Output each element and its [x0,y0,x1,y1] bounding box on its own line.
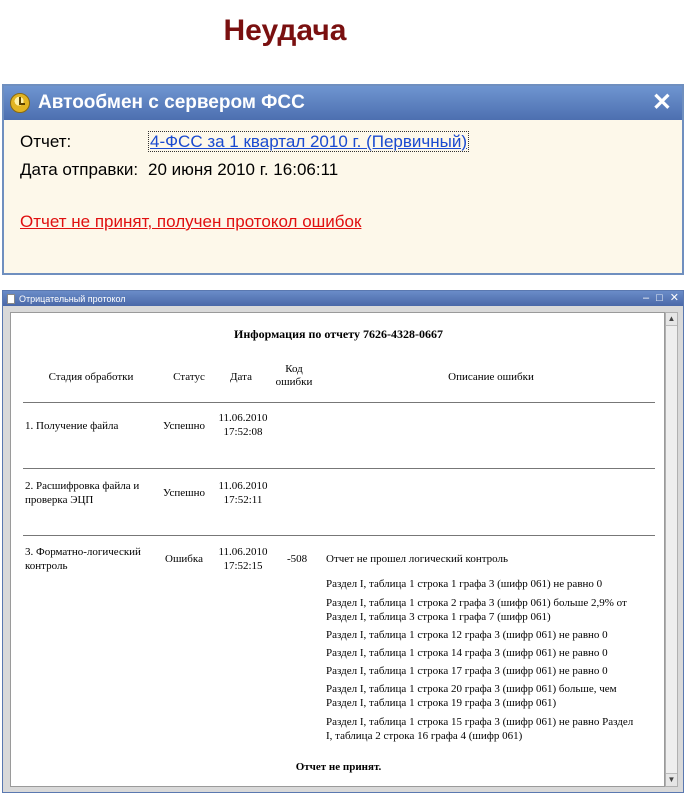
error-line1: Раздел I, таблица 1 строка 12 графа 3 (шифр 061) не равно 0 [326,629,608,641]
vertical-scrollbar[interactable] [665,312,678,787]
slide-title: Неудача [223,14,347,47]
col-header-code-line1: Код [285,363,303,375]
scroll-down-icon[interactable]: ▼ [667,775,676,784]
protocol-window-title: Отрицательный протокол [19,293,126,304]
error-line1: Раздел I, таблица 1 строка 15 графа 3 (шифр 061) не равно Раздел [326,716,634,728]
sent-date-value: 20 июня 2010 г. 16:06:11 [148,160,339,179]
row2-status: Успешно [163,487,205,499]
error-line1: Раздел I, таблица 1 строка 20 графа 3 (шифр 061) больше, чем [326,683,617,695]
row3-code: -508 [287,553,308,565]
sent-date-label: Дата отправки: [20,160,139,179]
row2-time: 17:52:11 [223,494,263,506]
row3-stage-line2: контроль [25,560,68,572]
clock-icon [10,93,30,113]
row1-datetime [214,411,272,439]
error-line1: Отчет не прошел логический контроль [326,553,509,565]
error-line1: Раздел I, таблица 1 строка 1 графа 3 (шифр 061) не равно 0 [326,578,603,590]
error-description [326,552,656,566]
minimize-icon[interactable]: ‒ [643,292,650,304]
scroll-up-icon[interactable]: ▲ [666,313,677,326]
row2-stage-line2: проверка ЭЦП [25,494,94,506]
row3-datetime [214,545,272,573]
row3-date: 11.06.2010 [218,546,268,558]
protocol-window [2,290,684,793]
row3-stage [25,545,141,573]
error-description [326,664,656,678]
error-line1: Раздел I, таблица 1 строка 2 графа 3 (шифр 061) больше 2,9% от [326,597,627,609]
report-link[interactable]: 4-ФСС за 1 квартал 2010 г. (Первичный) [150,132,468,151]
row1-date: 11.06.2010 [218,412,268,424]
error-description [326,715,656,743]
col-header-status: Статус [173,371,205,383]
row-divider [23,535,655,536]
error-description [326,577,656,591]
col-header-description: Описание ошибки [448,371,534,383]
error-description [326,628,656,642]
report-heading: Информация по отчету 7626-4328-0667 [234,327,443,341]
col-header-stage: Стадия обработки [48,371,134,383]
row1-time: 17:52:08 [223,426,263,438]
row-divider [23,468,655,469]
error-line2: Раздел I, таблица 1 строка 19 графа 3 (шифр 061) [326,697,557,709]
row3-status: Ошибка [165,553,203,565]
exchange-window-title: Автообмен с сервером ФСС [38,92,305,113]
row1-stage [25,419,118,433]
protocol-content [10,312,665,787]
row1-stage-line1: 1. Получение файла [25,420,119,432]
final-status: Отчет не принят. [295,761,382,773]
col-header-code [269,363,319,389]
maximize-icon[interactable]: □ [656,292,663,304]
report-row [20,132,469,152]
error-line1: Раздел I, таблица 1 строка 17 графа 3 (шифр 061) не равно 0 [326,665,608,677]
col-header-date: Дата [230,371,252,383]
error-description [326,682,656,710]
error-description [326,596,656,624]
exchange-window [2,84,684,275]
document-icon [7,294,15,304]
row2-datetime [214,479,272,507]
close-icon[interactable]: ✕ [651,89,672,116]
error-protocol-link[interactable]: Отчет не принят, получен протокол ошибок [20,212,362,231]
error-line2: Раздел I, таблица 3 строка 1 графа 7 (шифр 061) [326,611,551,623]
error-line1: Раздел I, таблица 1 строка 14 графа 3 (шифр 061) не равно 0 [326,647,608,659]
error-line2: I, таблица 2 строка 16 графа 4 (шифр 061) [326,730,523,742]
row1-status: Успешно [163,420,205,432]
row2-stage [25,479,139,507]
col-header-code-line2: ошибки [275,376,313,388]
header-divider [23,402,655,403]
row3-time: 17:52:15 [223,560,263,572]
error-description [326,646,656,660]
protocol-window-titlebar[interactable] [3,291,683,306]
row2-stage-line1: 2. Расшифровка файла и [25,480,140,492]
exchange-window-titlebar[interactable] [4,86,682,120]
row3-stage-line1: 3. Форматно-логический [25,546,141,558]
report-label: Отчет: [20,132,72,151]
row2-date: 11.06.2010 [218,480,268,492]
close-icon[interactable]: ✕ [669,292,679,304]
sent-date-row [20,160,338,180]
